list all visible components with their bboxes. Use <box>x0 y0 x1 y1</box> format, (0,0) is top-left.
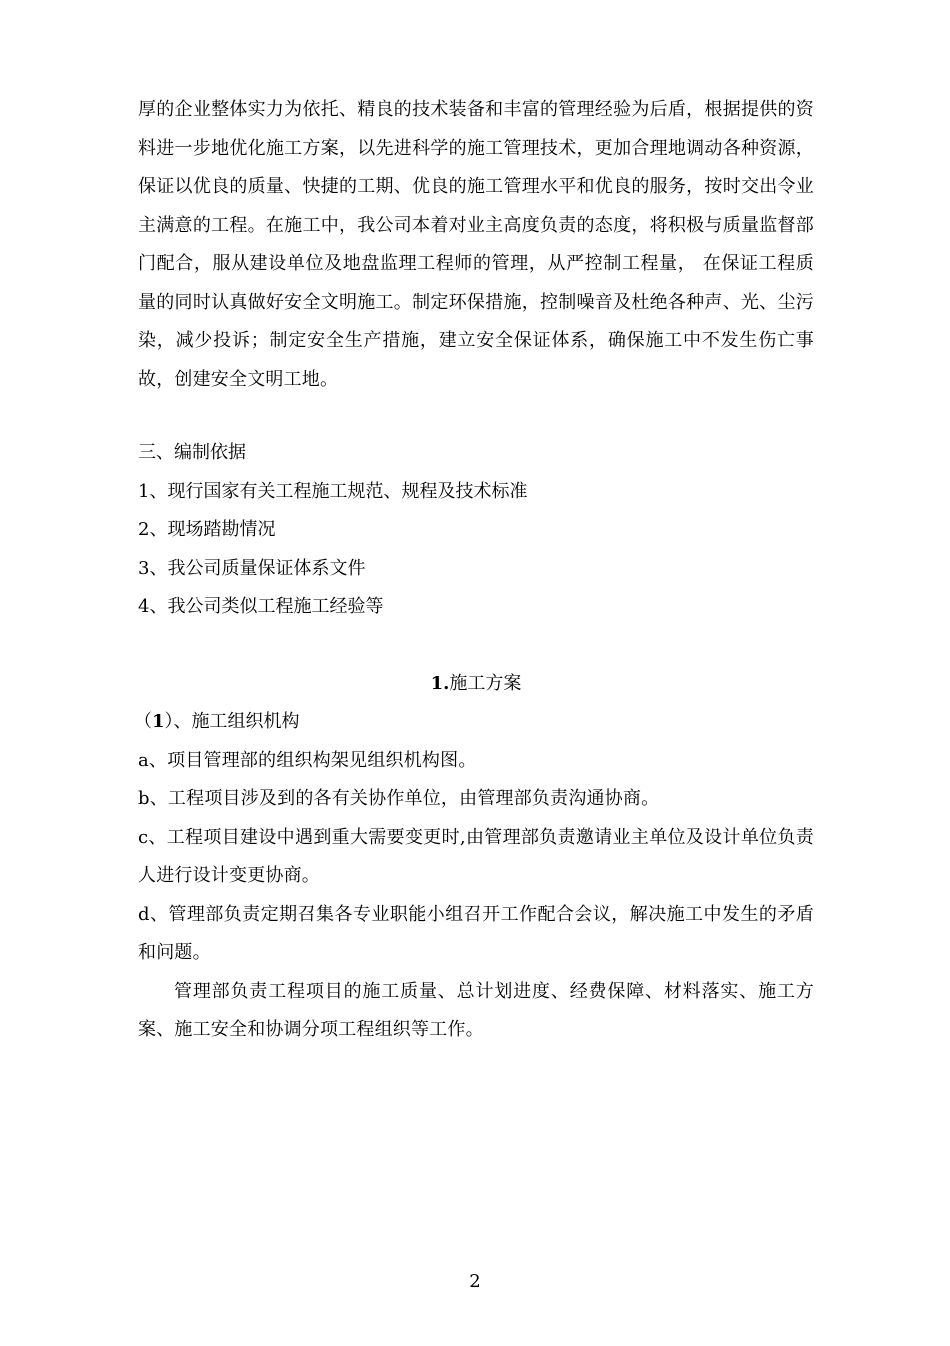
plan-heading-text: 施工方案 <box>449 672 522 694</box>
org-heading-open-paren: （ <box>134 711 152 732</box>
intro-paragraph: 厚的企业整体实力为依托、精良的技术装备和丰富的管理经验为后盾，根据提供的资料进一步地优化施工方案，以先进科学的施工管理技术，更加合理地调动各种资源，保证以优良的质量、快捷的工期、优良的施工管理水平和优良的服务，按时交出令业主满意的工程。在施工中，我公司本着对业主高度负责的态度，将积极与质量监督部门配合，服从建设单位及地盘监理工程师的管理，从严控制工程量， 在保证工程质量的同时认真做好安全文明施工。制定环保措施，控制噪音及杜绝各种声、光、尘污染，减少投诉；制定安全生产措施，建立安全保证体系，确保施工中不发生伤亡事故，创建安全文明工地。 <box>138 99 814 390</box>
org-heading-text: ）、施工组织机构 <box>164 711 300 732</box>
org-heading-number: 1 <box>152 711 165 732</box>
basis-item-1: 1、现行国家有关工程施工规范、规程及技术标准 <box>138 480 528 502</box>
plan-item-b: b、工程项目涉及到的各有关协作单位，由管理部负责沟通协商。 <box>138 788 660 809</box>
plan-heading-number: 1. <box>430 672 450 694</box>
basis-item-4: 4、我公司类似工程施工经验等 <box>138 596 384 617</box>
page-number: 2 <box>469 1271 481 1292</box>
basis-item-2: 2、现场踏勘情况 <box>138 519 276 540</box>
plan-item-c: c、工程项目建设中遇到重大需要变更时,由管理部负责邀请业主单位及设计单位负责人进行设计变更协商。 <box>138 826 814 886</box>
document-body <box>134 91 814 1050</box>
org-structure-heading <box>134 703 814 742</box>
plan-item-d: d、管理部负责定期召集各专业职能小组召开工作配合会议，解决施工中发生的矛盾和问题。 <box>138 903 814 963</box>
basis-heading: 三、编制依据 <box>138 442 246 463</box>
plan-closing-paragraph: 管理部负责工程项目的施工质量、总计划进度、经费保障、材料落实、施工方案、施工安全和协调分项工程组织等工作。 <box>138 980 814 1040</box>
plan-item-a: a、项目管理部的组织构架见组织机构图。 <box>138 749 477 771</box>
basis-item-3: 3、我公司质量保证体系文件 <box>138 557 366 579</box>
plan-heading <box>138 665 814 704</box>
